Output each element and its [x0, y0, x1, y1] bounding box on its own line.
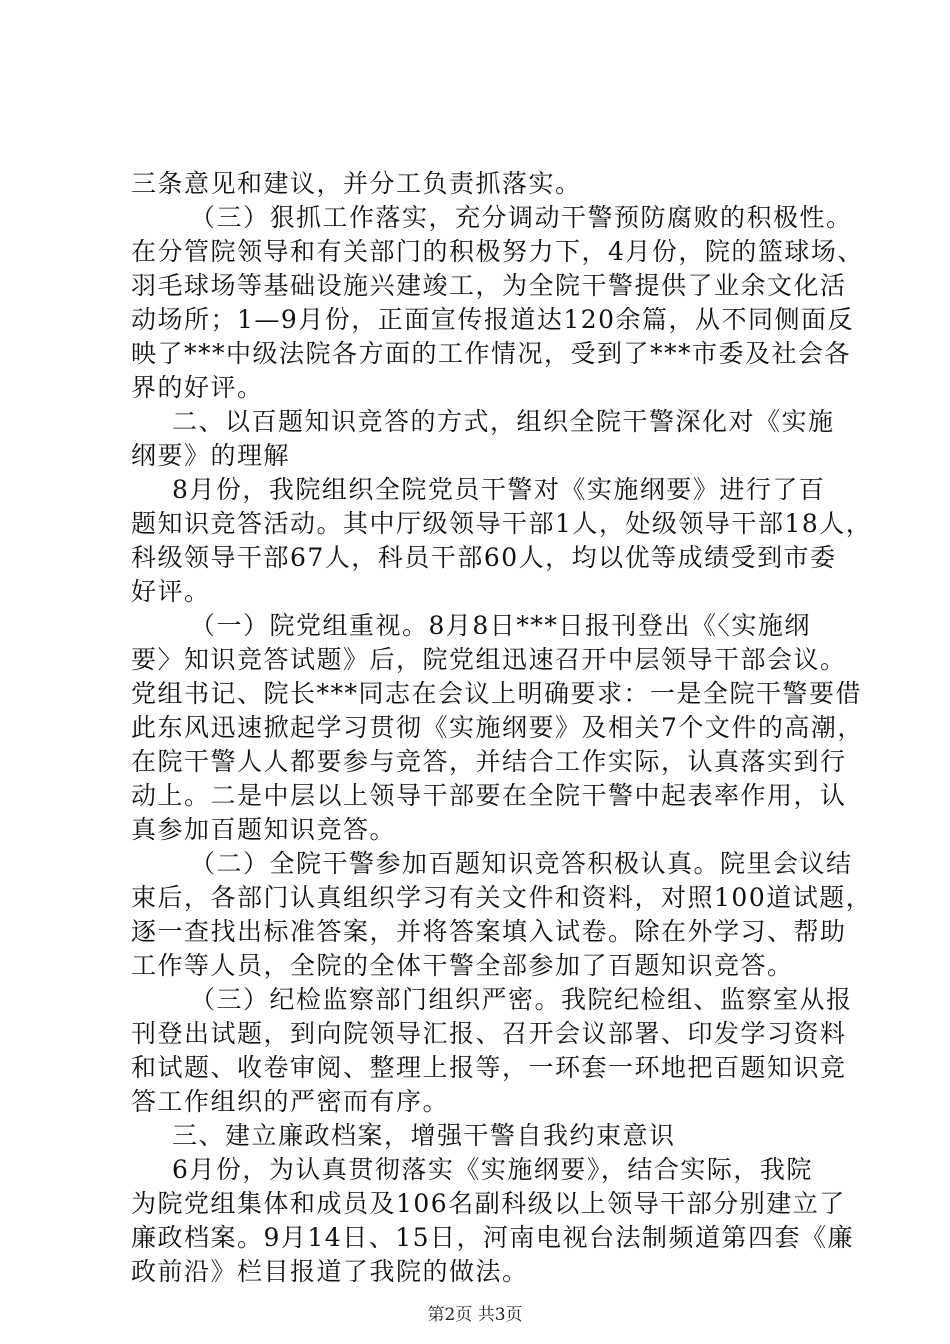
text-line: 束后，各部门认真组织学习有关文件和资料，对照100道试题，	[131, 883, 873, 912]
text-line: 界的好评。	[131, 373, 264, 402]
text-line: 真参加百题知识竞答。	[131, 815, 397, 844]
text-line: 和试题、收卷审阅、整理上报等，一环套一环地把百题知识竞	[131, 1053, 847, 1082]
text-line: 动上。二是中层以上领导干部要在全院干警中起表率作用，认	[131, 781, 847, 810]
text-line: 刊登出试题，到向院领导汇报、召开会议部署、印发学习资料	[131, 1019, 847, 1048]
text-line: 答工作组织的严密而有序。	[131, 1087, 450, 1116]
text-line: （一）院党组重视。8月8日***日报刊登出《〈实施纲	[190, 611, 811, 640]
text-line: （三）狠抓工作落实，充分调动干警预防腐败的积极性。	[190, 203, 853, 232]
section-heading: 三、建立廉政档案，增强干警自我约束意识	[172, 1121, 676, 1150]
section-heading: 纲要》的理解	[131, 441, 291, 470]
text-line: 党组书记、院长***同志在会议上明确要求：一是全院干警要借	[131, 679, 863, 708]
text-line: 羽毛球场等基础设施兴建竣工，为全院干警提供了业余文化活	[131, 271, 847, 300]
text-line: （二）全院干警参加百题知识竞答积极认真。院里会议结	[190, 849, 853, 878]
text-line: 映了***中级法院各方面的工作情况，受到了***市委及社会各	[131, 339, 852, 368]
text-line: 逐一查找出标准答案，并将答案填入试卷。除在外学习、帮助	[131, 917, 847, 946]
text-line: 在院干警人人都要参与竞答，并结合工作实际，认真落实到行	[131, 747, 847, 776]
text-line: 动场所；1—9月份，正面宣传报道达120余篇，从不同侧面反	[131, 305, 855, 334]
text-line: 6月份，为认真贯彻落实《实施纲要》，结合实际，我院	[172, 1155, 813, 1184]
text-line: 好评。	[131, 577, 211, 606]
text-line: （三）纪检监察部门组织严密。我院纪检组、监察室从报	[190, 985, 853, 1014]
text-line: 科级领导干部67人，科员干部60人，均以优等成绩受到市委	[131, 543, 837, 572]
text-line: 廉政档案。9月14日、15日，河南电视台法制频道第四套《廉	[131, 1223, 855, 1252]
text-line: 为院党组集体和成员及106名副科级以上领导干部分别建立了	[131, 1189, 846, 1218]
text-line: 三条意见和建议，并分工负责抓落实。	[131, 169, 582, 198]
page-footer: 第2页 共3页	[427, 1305, 523, 1325]
text-line: 题知识竞答活动。其中厅级领导干部1人，处级领导干部18人，	[131, 509, 873, 538]
text-line: 政前沿》栏目报道了我院的做法。	[131, 1257, 529, 1286]
text-line: 在分管院领导和有关部门的积极努力下，4月份，院的篮球场、	[131, 237, 864, 266]
text-line: 要〉知识竞答试题》后，院党组迅速召开中层领导干部会议。	[131, 645, 847, 674]
section-heading: 二、以百题知识竞答的方式，组织全院干警深化对《实施	[172, 407, 835, 436]
text-line: 工作等人员，全院的全体干警全部参加了百题知识竞答。	[131, 951, 794, 980]
text-line: 8月份，我院组织全院党员干警对《实施纲要》进行了百	[172, 475, 826, 504]
text-line: 此东风迅速掀起学习贯彻《实施纲要》及相关7个文件的高潮，	[131, 713, 864, 742]
